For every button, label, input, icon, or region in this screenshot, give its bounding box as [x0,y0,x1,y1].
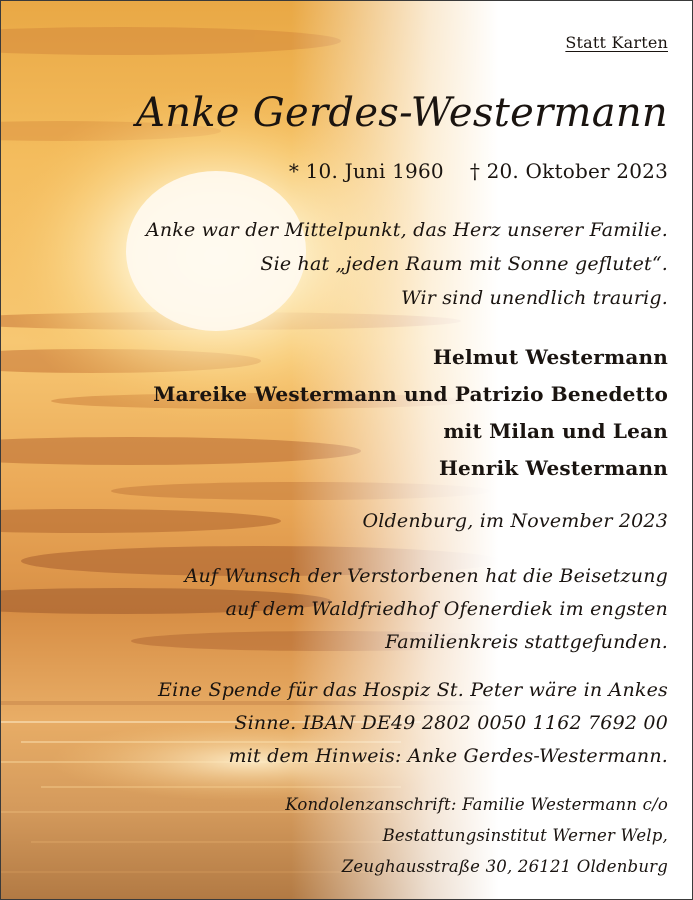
burial-line: Auf Wunsch der Verstorbenen hat die Beisetzung [184,565,668,587]
donation-line: Eine Spende für das Hospiz St. Peter wäre in Ankes [158,679,668,701]
family-member: mit Milan und Lean [443,419,668,443]
condolence-address: Zeughausstraße 30, 26121 Oldenburg [341,857,668,876]
statt-karten-label: Statt Karten [565,33,668,52]
life-dates [289,159,668,183]
burial-line: auf dem Waldfriedhof Ofenerdiek im engsten [225,598,668,620]
family-member: Mareike Westermann und Patrizio Benedetto [153,382,668,406]
tribute-line: Anke war der Mittelpunkt, das Herz unserer Familie. [145,219,668,241]
family-member: Henrik Westermann [438,456,668,480]
death-date: † 20. Oktober 2023 [469,159,668,183]
burial-line: Familienkreis stattgefunden. [385,631,668,653]
condolence-line: Kondolenzanschrift: Familie Westermann c/o [285,795,668,814]
donation-line: mit dem Hinweis: Anke Gerdes-Westermann. [228,745,668,767]
tribute-line: Wir sind unendlich traurig. [401,287,668,309]
donation-iban-line: Sinne. IBAN DE49 2802 0050 1162 7692 00 [234,712,668,734]
deceased-name: Anke Gerdes-Westermann [136,90,668,136]
place-and-date: Oldenburg, im November 2023 [362,510,668,532]
tribute-line: Sie hat „jeden Raum mit Sonne geflutet“. [260,253,668,275]
family-member: Helmut Westermann [432,345,668,369]
birth-date: * 10. Juni 1960 [288,159,444,183]
notice-text [1,1,692,899]
condolence-line: Bestattungsinstitut Werner Welp, [382,826,668,845]
